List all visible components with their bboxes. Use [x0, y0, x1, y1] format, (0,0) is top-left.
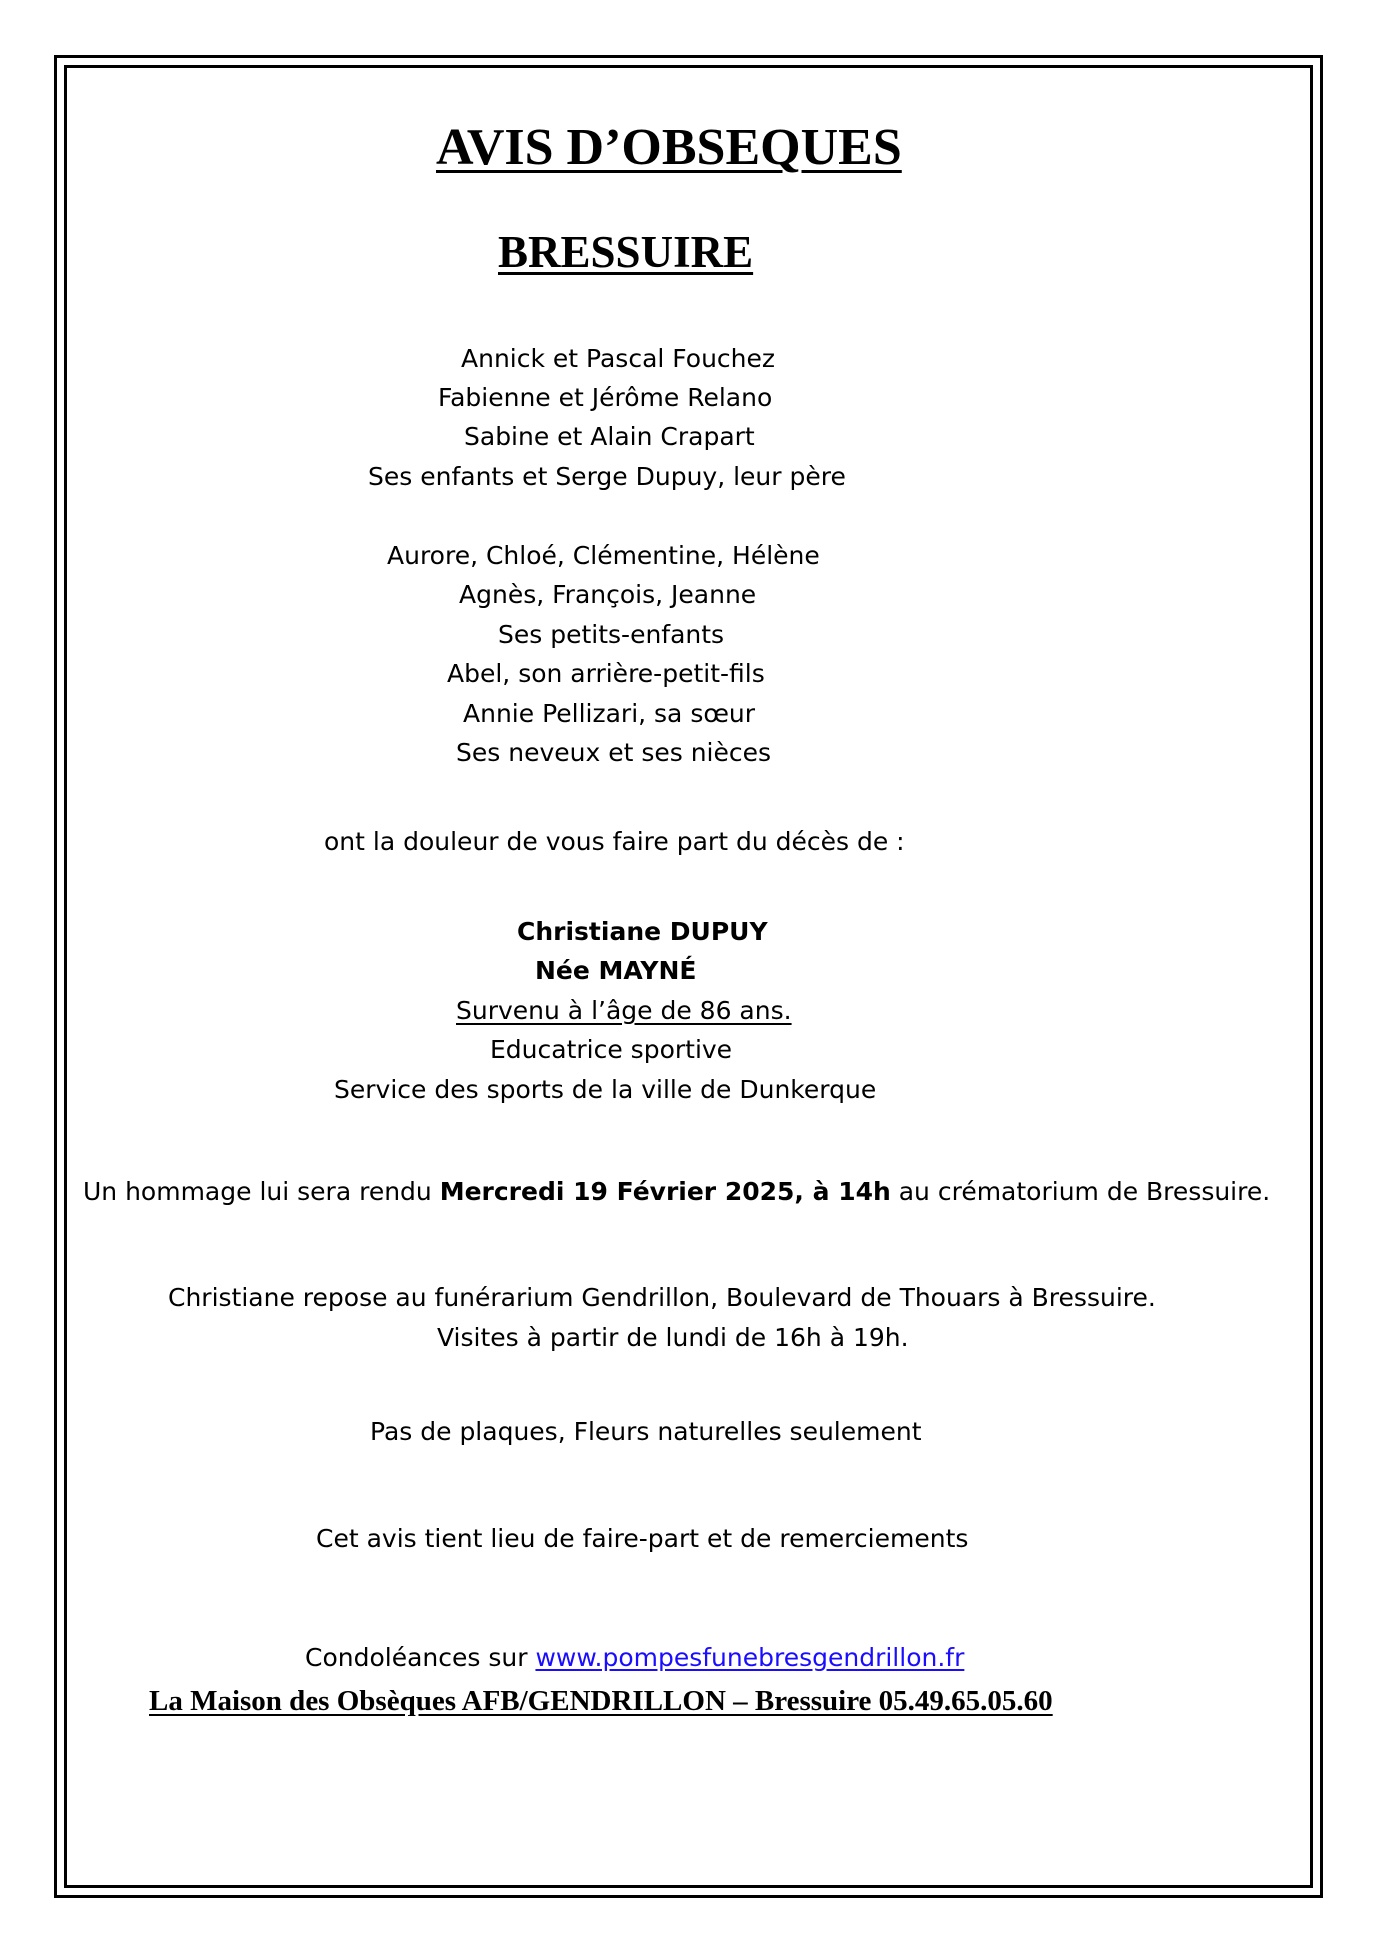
deceased-age: Survenu à l’âge de 86 ans. — [456, 996, 792, 1025]
family-line: Annick et Pascal Fouchez — [461, 344, 776, 373]
condolences-prefix: Condoléances sur — [305, 1643, 536, 1672]
deceased-name: Christiane DUPUY — [517, 917, 768, 946]
family-line: Ses enfants et Serge Dupuy, leur père — [368, 462, 846, 491]
city-heading: BRESSUIRE — [498, 227, 754, 277]
family-line: Fabienne et Jérôme Relano — [438, 383, 773, 412]
ceremony-datetime: Mercredi 19 Février 2025, à 14h — [439, 1177, 891, 1206]
grandchildren-line: Ses neveux et ses nièces — [456, 738, 772, 767]
grandchildren-line: Agnès, François, Jeanne — [459, 580, 757, 609]
family-line: Sabine et Alain Crapart — [464, 422, 755, 451]
funeral-home-footer: La Maison des Obsèques AFB/GENDRILLON – Bressuire 05.49.65.05.60 — [149, 1685, 1053, 1717]
condolences-link[interactable]: www.pompesfunebresgendrillon.fr — [535, 1643, 965, 1672]
visit-hours: Visites à partir de lundi de 16h à 19h. — [437, 1323, 909, 1352]
ceremony-text — [83, 1177, 1270, 1206]
deceased-maiden-name: Née MAYNÉ — [535, 956, 697, 985]
deceased-employer: Service des sports de la ville de Dunkerque — [334, 1075, 877, 1104]
notice-title: AVIS D’OBSEQUES — [436, 119, 902, 176]
flowers-note: Pas de plaques, Fleurs naturelles seulement — [370, 1417, 922, 1446]
notice-note: Cet avis tient lieu de faire-part et de remerciements — [316, 1524, 969, 1553]
grandchildren-line: Annie Pellizari, sa sœur — [463, 699, 756, 728]
deceased-profession: Educatrice sportive — [490, 1035, 733, 1064]
condolences-line — [305, 1643, 964, 1672]
rest-location: Christiane repose au funérarium Gendrillon, Boulevard de Thouars à Bressuire. — [168, 1283, 1156, 1312]
announcement-text: ont la douleur de vous faire part du décès de : — [324, 827, 905, 856]
grandchildren-line: Aurore, Chloé, Clémentine, Hélène — [387, 541, 820, 570]
ceremony-prefix: Un hommage lui sera rendu — [83, 1177, 440, 1206]
grandchildren-line: Ses petits-enfants — [498, 620, 725, 649]
ceremony-suffix: au crématorium de Bressuire. — [890, 1177, 1271, 1206]
grandchildren-line: Abel, son arrière-petit-fils — [447, 659, 765, 688]
